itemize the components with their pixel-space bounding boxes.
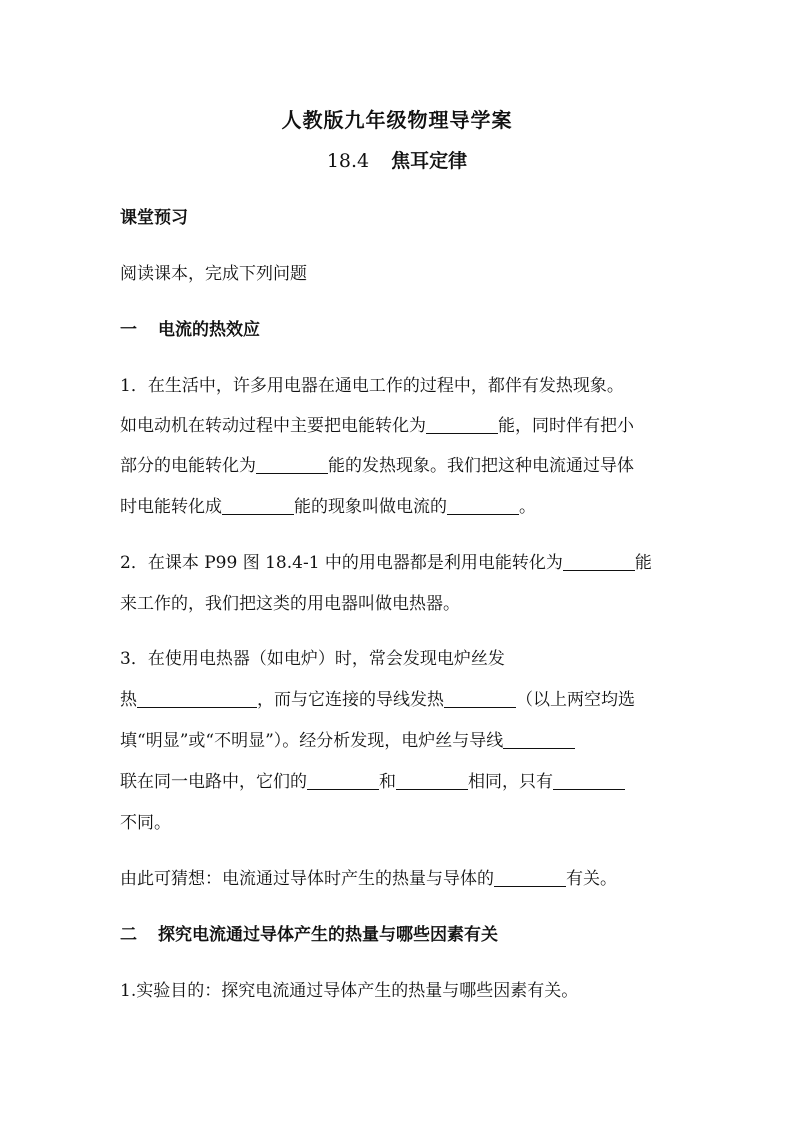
- answer-blank[interactable]: [307, 771, 379, 790]
- answer-blank[interactable]: [396, 771, 468, 790]
- answer-blank[interactable]: [553, 771, 625, 790]
- guess-text: 有关。: [566, 869, 617, 889]
- q3-line-4: [120, 767, 625, 792]
- part-one-title: 电流的热效应: [158, 320, 260, 340]
- part-two-title: 探究电流通过导体产生的热量与哪些因素有关: [158, 925, 498, 945]
- q3-text: ，而与它连接的导线发热: [257, 690, 444, 710]
- q3-text: （以上两空均选: [516, 690, 635, 710]
- q1-text: 如电动机在转动过程中主要把电能转化为: [120, 416, 426, 436]
- q3-line-1: 3．在使用电热器（如电炉）时，常会发现电炉丝发: [120, 649, 505, 669]
- q2-line-2: 来工作的，我们把这类的用电器叫做电热器。: [120, 594, 460, 614]
- q3-text: 热: [120, 690, 137, 710]
- answer-blank[interactable]: [447, 496, 519, 515]
- instruction-text: 阅读课本，完成下列问题: [120, 264, 307, 284]
- q3-line-3: [120, 726, 575, 751]
- lesson-name: 焦耳定律: [391, 150, 468, 172]
- q3-text: 和: [379, 772, 396, 792]
- document-title: 人教版九年级物理导学案: [281, 108, 513, 132]
- answer-blank[interactable]: [256, 455, 328, 474]
- q1-text: 能的现象叫做电流的: [294, 497, 447, 517]
- answer-blank[interactable]: [503, 730, 575, 749]
- q1-line-3: [120, 451, 634, 476]
- q1-text: 能的发热现象。我们把这种电流通过导体: [328, 456, 634, 476]
- lesson-heading: [0, 146, 794, 173]
- experiment-purpose: 1.实验目的：探究电流通过导体产生的热量与哪些因素有关。: [120, 981, 579, 1001]
- answer-blank[interactable]: [494, 868, 566, 887]
- q3-text: 相同，只有: [468, 772, 553, 792]
- answer-blank[interactable]: [137, 689, 257, 708]
- part-two-heading: [120, 920, 498, 945]
- guess-line: [120, 864, 617, 889]
- lesson-number: 18.4: [326, 150, 370, 172]
- guess-text: 由此可猜想：电流通过导体时产生的热量与导体的: [120, 869, 494, 889]
- q1-line-2: [120, 411, 634, 436]
- answer-blank[interactable]: [563, 552, 635, 571]
- q1-line-1: 1．在生活中，许多用电器在通电工作的过程中，都伴有发热现象。: [120, 376, 624, 396]
- q1-text: 时电能转化成: [120, 497, 222, 517]
- part-two-number: 二: [120, 925, 137, 945]
- answer-blank[interactable]: [444, 689, 516, 708]
- q1-line-4: [120, 492, 536, 517]
- q2-line-1: [120, 548, 652, 573]
- part-one-heading: [120, 315, 260, 340]
- q3-line-5: 不同。: [120, 813, 171, 833]
- q1-text: 能，同时伴有把小: [498, 416, 634, 436]
- q3-text: 填“明显”或“不明显”）。经分析发现，电炉丝与导线: [120, 731, 504, 751]
- answer-blank[interactable]: [426, 415, 498, 434]
- part-one-number: 一: [120, 320, 137, 340]
- q1-text: 部分的电能转化为: [120, 456, 256, 476]
- q1-text: 。: [519, 497, 536, 517]
- q3-text: 联在同一电路中，它们的: [120, 772, 307, 792]
- q2-text: 2．在课本 P99 图 18.4-1 中的用电器都是利用电能转化为: [120, 553, 563, 573]
- answer-blank[interactable]: [222, 496, 294, 515]
- q3-line-2: [120, 685, 635, 710]
- q2-text: 能: [634, 553, 652, 573]
- section-preview-heading: 课堂预习: [120, 208, 188, 228]
